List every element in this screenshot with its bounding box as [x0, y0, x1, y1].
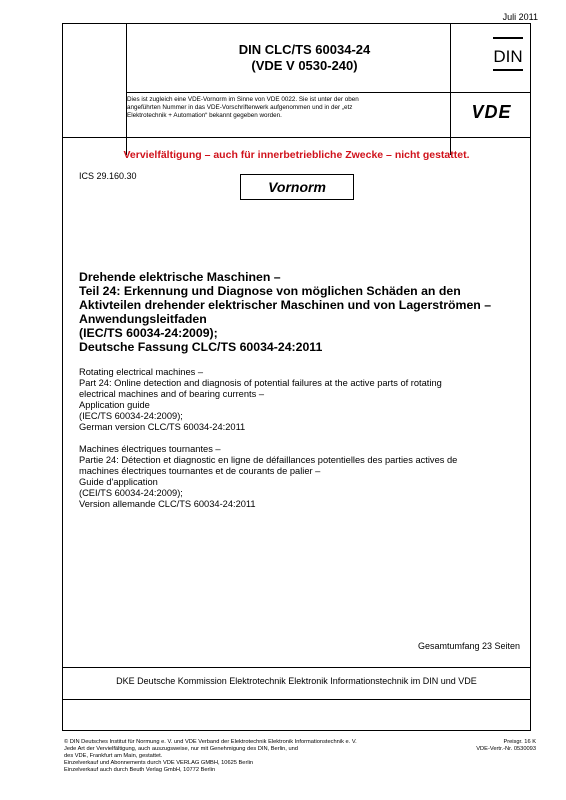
vde-notice [127, 96, 450, 121]
title-english-line: (IEC/TS 60034-24:2009); [79, 411, 183, 421]
title-french-line: Partie 24: Détection et diagnostic en ligne de défaillances potentielles des parties actives de [79, 455, 458, 465]
title-german-line: (IEC/TS 60034-24:2009); [79, 326, 218, 340]
vde-order-number: VDE-Vertr.-Nr. 0530093 [476, 746, 536, 752]
document-type-badge: Vornorm [240, 174, 354, 200]
publication-date: Juli 2011 [502, 12, 538, 22]
title-german-line: Teil 24: Erkennung und Diagnose von möglichen Schäden an den [79, 284, 461, 298]
notice-divider [63, 137, 530, 138]
dke-line: DKE Deutsche Kommission Elektrotechnik Elektronik Informationstechnik im DIN und VDE [116, 676, 477, 686]
vde-notice-line: Elektrotechnik + Automation“ bekannt gegeben worden. [127, 112, 282, 120]
document-number-block [127, 24, 482, 92]
price-info [476, 739, 536, 753]
dke-divider-top [63, 667, 530, 668]
title-english-line: Rotating electrical machines – [79, 367, 204, 377]
title-french-line: (CEI/TS 60034-24:2009); [79, 488, 183, 498]
title-german-line: Drehende elektrische Maschinen – [79, 270, 281, 284]
title-german-line: Anwendungsleitfaden [79, 312, 207, 326]
vde-notice-line: Dies ist zugleich eine VDE-Vornorm im Sinne von VDE 0022. Sie ist unter der oben [127, 96, 359, 103]
ics-code: ICS 29.160.30 [79, 171, 137, 181]
title-english-line: Part 24: Online detection and diagnosis of potential failures at the active parts of rotating [79, 378, 442, 388]
title-english-line: Application guide [79, 400, 150, 410]
document-number: DIN CLC/TS 60034-24 [238, 42, 371, 57]
vde-logo: VDE [471, 102, 512, 122]
dke-divider-bottom [63, 699, 530, 700]
footer-line: Jede Art der Vervielfältigung, auch auszugsweise, nur mit Genehmigung des DIN, Berlin, und [64, 746, 298, 752]
title-french [79, 444, 525, 510]
din-logo: DIN [493, 37, 523, 71]
title-english-line: German version CLC/TS 60034-24:2011 [79, 422, 246, 432]
title-french-line: Machines électriques tournantes – [79, 444, 221, 454]
footer-line: des VDE, Frankfurt am Main, gestattet. [64, 753, 163, 759]
title-french-line: Guide d'application [79, 477, 158, 487]
footer-line: © DIN Deutsches Institut für Normung e. V. und VDE Verband der Elektrotechnik Elektronik Informationstechnik e. V. [64, 739, 357, 745]
vde-notice-line: angeführten Nummer in das VDE-Vorschriftenwerk aufgenommen und in der „etz [127, 104, 353, 112]
title-german-line: Deutsche Fassung CLC/TS 60034-24:2011 [79, 340, 323, 354]
document-frame [62, 23, 531, 731]
footer-line: Einzelverkauf und Abonnements durch VDE VERLAG GMBH, 10625 Berlin [64, 760, 254, 766]
title-french-line: machines électriques tournantes et de courants de palier – [79, 466, 321, 476]
vde-number: (VDE V 0530-240) [251, 58, 358, 73]
title-english-line: electrical machines and of bearing currents – [79, 389, 265, 399]
title-german-line: Aktivteilen drehender elektrischer Maschinen und von Lagerströmen – [79, 298, 492, 312]
copy-warning: Vervielfältigung – auch für innerbetriebliche Zwecke – nicht gestattet. [123, 149, 470, 161]
price-group: Preisgr. 16 K [503, 739, 536, 745]
total-pages: Gesamtumfang 23 Seiten [417, 641, 520, 651]
title-german [79, 270, 525, 354]
footer-line: Einzelverkauf auch durch Beuth Verlag GmbH, 10772 Berlin [64, 767, 216, 773]
header-divider [126, 92, 530, 93]
title-english [79, 367, 525, 433]
copyright-footer [64, 739, 424, 774]
title-french-line: Version allemande CLC/TS 60034-24:2011 [79, 499, 256, 509]
